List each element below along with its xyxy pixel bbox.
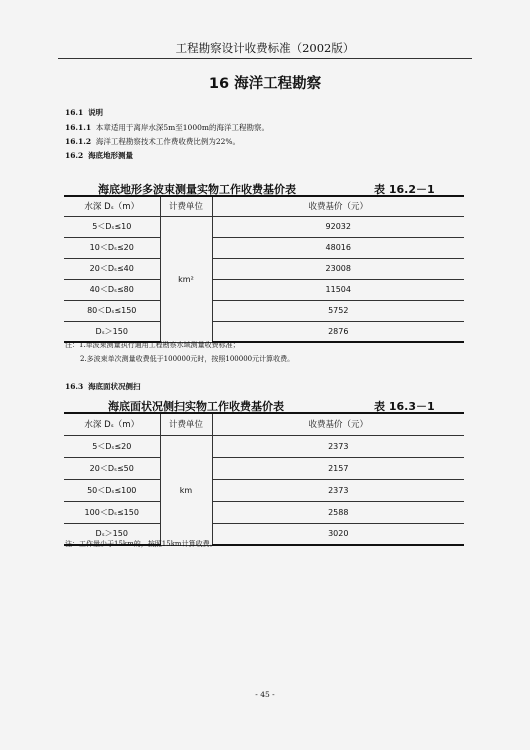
table-row bbox=[64, 435, 464, 457]
clause-16-1-1-text: 本章适用于离岸水深5m至1000m的海洋工程勘察。 bbox=[95, 123, 269, 132]
section-16-1 bbox=[65, 107, 103, 118]
table2-depth-cell: Dₛ＞150 bbox=[64, 523, 160, 545]
table1-unit-cell: km² bbox=[160, 216, 212, 342]
table2-depth-cell: 100＜Dₛ≤150 bbox=[64, 501, 160, 523]
table-row bbox=[64, 457, 464, 479]
table1-depth-cell: 80＜Dₛ≤150 bbox=[64, 300, 160, 321]
table1-price-cell: 5752 bbox=[212, 300, 464, 321]
clause-16-1-2-number: 16.1.2 bbox=[65, 137, 92, 146]
table-row bbox=[64, 479, 464, 501]
table-row bbox=[64, 279, 464, 300]
table2-price-cell: 2157 bbox=[212, 457, 464, 479]
table1-depth-cell: 5＜Dₛ≤10 bbox=[64, 216, 160, 237]
table2-price-cell: 2588 bbox=[212, 501, 464, 523]
table2-header-unit: 计费单位 bbox=[160, 413, 212, 435]
table1-title: 海底地形多波束测量实物工作收费基价表 bbox=[98, 183, 296, 196]
section-16-3-number: 16.3 bbox=[65, 382, 84, 391]
table1-depth-cell: Dₛ＞150 bbox=[64, 321, 160, 342]
section-16-2-title: 海底地形测量 bbox=[88, 151, 134, 160]
table2-price-cell: 2373 bbox=[212, 479, 464, 501]
page-number: - 45 - bbox=[255, 690, 275, 699]
table2-unit-cell: km bbox=[160, 435, 212, 545]
table1-header-depth: 水深 Dₛ（m） bbox=[64, 196, 160, 216]
table2-note: 注：工作量少于15km的，按照15km计算收费。 bbox=[65, 540, 217, 548]
table2-depth-cell: 5＜Dₛ≤20 bbox=[64, 435, 160, 457]
table2-title: 海底面状况侧扫实物工作收费基价表 bbox=[108, 400, 284, 413]
clause-16-1-2 bbox=[65, 136, 240, 147]
table2-depth-cell: 20＜Dₛ≤50 bbox=[64, 457, 160, 479]
clause-16-1-1-number: 16.1.1 bbox=[65, 123, 92, 132]
clause-16-1-2-text: 海洋工程勘察技术工作费收费比例为22%。 bbox=[95, 137, 241, 146]
section-16-1-title: 说明 bbox=[88, 108, 104, 117]
table1-price-cell: 92032 bbox=[212, 216, 464, 237]
table1-price-cell: 11504 bbox=[212, 279, 464, 300]
section-16-2 bbox=[65, 150, 133, 161]
table1 bbox=[64, 195, 464, 343]
section-16-3 bbox=[65, 381, 141, 392]
table1-depth-cell: 10＜Dₛ≤20 bbox=[64, 237, 160, 258]
table1-price-cell: 2876 bbox=[212, 321, 464, 342]
table2-number: 表 16.3－1 bbox=[374, 400, 435, 413]
table2 bbox=[64, 412, 464, 546]
table-row bbox=[64, 216, 464, 237]
table2-depth-cell: 50＜Dₛ≤100 bbox=[64, 479, 160, 501]
table1-header-price: 收费基价（元） bbox=[212, 196, 464, 216]
table1-price-cell: 23008 bbox=[212, 258, 464, 279]
clause-16-1-1 bbox=[65, 122, 269, 133]
table-row bbox=[64, 321, 464, 342]
table1-number: 表 16.2－1 bbox=[374, 183, 435, 196]
table1-note-1: 注：1.单波束测量执行通用工程勘察水域测量收费标准； bbox=[65, 341, 240, 349]
section-16-2-number: 16.2 bbox=[65, 151, 84, 160]
table1-depth-cell: 20＜Dₛ≤40 bbox=[64, 258, 160, 279]
table2-header-price: 收费基价（元） bbox=[212, 413, 464, 435]
table-row bbox=[64, 237, 464, 258]
table1-price-cell: 48016 bbox=[212, 237, 464, 258]
table-row bbox=[64, 258, 464, 279]
table2-price-cell: 3020 bbox=[212, 523, 464, 545]
table-row bbox=[64, 300, 464, 321]
table1-note-2: 2.多波束单次测量收费低于100000元时，按照100000元计算收费。 bbox=[80, 355, 295, 363]
table-row bbox=[64, 501, 464, 523]
table2-header-row bbox=[64, 413, 464, 435]
table1-header-unit: 计费单位 bbox=[160, 196, 212, 216]
running-header: 工程勘察设计收费标准（2002版） bbox=[175, 41, 355, 55]
section-16-1-number: 16.1 bbox=[65, 108, 84, 117]
table2-price-cell: 2373 bbox=[212, 435, 464, 457]
header-rule bbox=[58, 58, 472, 59]
table2-header-depth: 水深 Dₛ（m） bbox=[64, 413, 160, 435]
table1-header-row bbox=[64, 196, 464, 216]
table1-depth-cell: 40＜Dₛ≤80 bbox=[64, 279, 160, 300]
section-16-3-title: 海底面状况侧扫 bbox=[88, 382, 141, 391]
chapter-title: 16 海洋工程勘察 bbox=[208, 76, 322, 92]
